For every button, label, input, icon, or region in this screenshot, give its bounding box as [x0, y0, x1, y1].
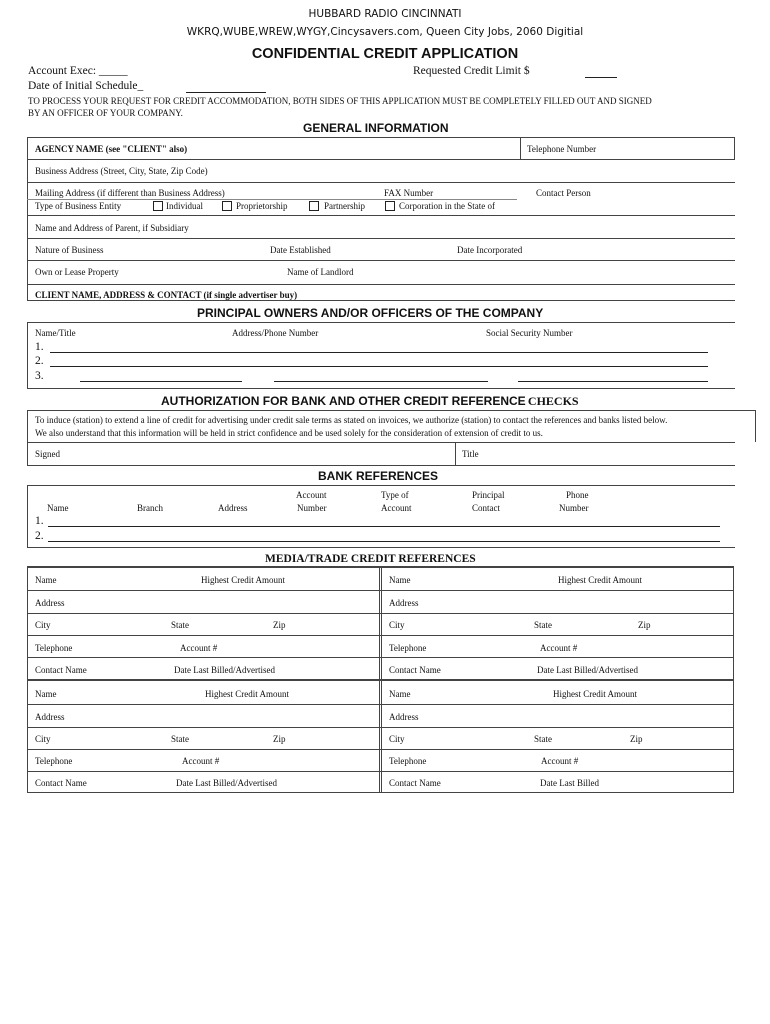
date-incorporated-field[interactable]: Date Incorporated	[457, 245, 523, 255]
fax-field[interactable]: FAX Number	[384, 188, 434, 198]
media-1-address[interactable]: Address	[35, 598, 65, 608]
proprietorship-checkbox[interactable]	[222, 201, 232, 211]
bank-col-type-1: Type of	[381, 490, 409, 500]
bank-col-phone-1: Phone	[566, 490, 589, 500]
authorization-text-2: We also understand that this information will be held in strict confidence and be used solely for the consideration of extension of credit to us.	[35, 428, 543, 438]
owners-col-ssn: Social Security Number	[486, 328, 573, 338]
bank-col-phone-2: Number	[559, 503, 589, 513]
media-heading: MEDIA/TRADE CREDIT REFERENCES	[265, 553, 476, 565]
page-title: CONFIDENTIAL CREDIT APPLICATION	[251, 46, 519, 62]
media-4-state[interactable]: State	[534, 734, 552, 744]
partnership-checkbox[interactable]	[309, 201, 319, 211]
signed-field[interactable]: Signed	[35, 449, 61, 459]
media-2-state[interactable]: State	[534, 620, 552, 630]
notice-line-1: TO PROCESS YOUR REQUEST FOR CREDIT ACCOMMODATION, BOTH SIDES OF THIS APPLICATION MUST BE COMPLETELY FILLED OUT AND SIGNED	[28, 96, 652, 106]
media-3-account[interactable]: Account #	[182, 756, 220, 766]
notice-line-2: BY AN OFFICER OF YOUR COMPANY.	[28, 108, 183, 118]
bank-col-account-2: Number	[297, 503, 327, 513]
bank-row-2: 2.	[35, 530, 44, 542]
owner-row-3: 3.	[35, 370, 44, 382]
media-4-zip[interactable]: Zip	[630, 734, 643, 744]
individual-label: Individual	[166, 201, 203, 211]
bank-col-address: Address	[218, 503, 248, 513]
media-2-telephone[interactable]: Telephone	[389, 643, 427, 653]
media-3-address[interactable]: Address	[35, 712, 65, 722]
media-4-date-billed[interactable]: Date Last Billed	[540, 778, 599, 788]
media-1-name[interactable]: Name	[35, 575, 57, 585]
media-3-date-billed[interactable]: Date Last Billed/Advertised	[176, 778, 277, 788]
media-4-city[interactable]: City	[389, 734, 405, 744]
media-4-account[interactable]: Account #	[541, 756, 579, 766]
nature-field[interactable]: Nature of Business	[35, 245, 104, 255]
corporation-label: Corporation in the State of	[399, 201, 495, 211]
corporation-checkbox[interactable]	[385, 201, 395, 211]
credit-limit-field[interactable]	[585, 77, 617, 78]
owner-row-1-field[interactable]	[50, 352, 708, 353]
media-1-highest-credit[interactable]: Highest Credit Amount	[201, 575, 285, 585]
individual-checkbox[interactable]	[153, 201, 163, 211]
bank-col-account-1: Account	[296, 490, 327, 500]
media-4-highest-credit[interactable]: Highest Credit Amount	[553, 689, 637, 699]
media-4-name[interactable]: Name	[389, 689, 411, 699]
media-2-contact[interactable]: Contact Name	[389, 665, 441, 675]
owners-col-address: Address/Phone Number	[232, 328, 319, 338]
media-4-telephone[interactable]: Telephone	[389, 756, 427, 766]
own-lease-field[interactable]: Own or Lease Property	[35, 267, 119, 277]
media-1-contact[interactable]: Contact Name	[35, 665, 87, 675]
media-1-telephone[interactable]: Telephone	[35, 643, 73, 653]
media-2-city[interactable]: City	[389, 620, 405, 630]
owner-row-2-field[interactable]	[50, 366, 708, 367]
media-2-name[interactable]: Name	[389, 575, 411, 585]
owners-col-name: Name/Title	[35, 328, 76, 338]
partnership-label: Partnership	[324, 201, 365, 211]
media-3-highest-credit[interactable]: Highest Credit Amount	[205, 689, 289, 699]
bank-col-contact-2: Contact	[472, 503, 500, 513]
media-3-name[interactable]: Name	[35, 689, 57, 699]
media-2-zip[interactable]: Zip	[638, 620, 651, 630]
media-3-state[interactable]: State	[171, 734, 189, 744]
bank-row-1-field[interactable]	[48, 526, 720, 527]
owner-row-1: 1.	[35, 341, 44, 353]
media-1-city[interactable]: City	[35, 620, 51, 630]
bank-row-1: 1.	[35, 515, 44, 527]
bank-col-name: Name	[47, 503, 69, 513]
bank-col-type-2: Account	[381, 503, 412, 513]
media-3-city[interactable]: City	[35, 734, 51, 744]
proprietorship-label: Proprietorship	[236, 201, 288, 211]
media-2-highest-credit[interactable]: Highest Credit Amount	[558, 575, 642, 585]
parent-field[interactable]: Name and Address of Parent, if Subsidiary	[35, 223, 189, 233]
media-4-contact[interactable]: Contact Name	[389, 778, 441, 788]
media-3-zip[interactable]: Zip	[273, 734, 286, 744]
owner-row-3-address[interactable]	[274, 381, 488, 382]
agency-name-field[interactable]: AGENCY NAME (see "CLIENT" also)	[35, 144, 188, 154]
media-2-date-billed[interactable]: Date Last Billed/Advertised	[537, 665, 638, 675]
media-1-state[interactable]: State	[171, 620, 189, 630]
company-name: HUBBARD RADIO CINCINNATI	[308, 8, 462, 20]
authorization-heading: AUTHORIZATION FOR BANK AND OTHER CREDIT REFERENCE CHECKS	[161, 394, 579, 408]
media-1-date-billed[interactable]: Date Last Billed/Advertised	[174, 665, 275, 675]
account-exec-label: Account Exec: _____	[28, 65, 128, 77]
contact-person-field[interactable]: Contact Person	[536, 188, 591, 198]
media-3-contact[interactable]: Contact Name	[35, 778, 87, 788]
bank-heading: BANK REFERENCES	[318, 469, 439, 483]
initial-schedule-field[interactable]	[186, 92, 266, 93]
media-2-address[interactable]: Address	[389, 598, 419, 608]
station-list: WKRQ,WUBE,WREW,WYGY,Cincysavers.com, Queen City Jobs, 2060 Digitial	[186, 26, 584, 38]
owner-row-3-ssn[interactable]	[518, 381, 708, 382]
initial-schedule-label: Date of Initial Schedule_	[28, 80, 144, 92]
bank-row-2-field[interactable]	[48, 541, 720, 542]
mailing-address-field[interactable]: Mailing Address (if different than Business Address)	[35, 188, 225, 198]
entity-type-label: Type of Business Entity	[35, 201, 122, 211]
media-4-address[interactable]: Address	[389, 712, 419, 722]
authorization-text-1: To induce (station) to extend a line of credit for advertising under credit sale terms as stated on invoices, we authorize (station) to contact the references and banks listed below.	[35, 415, 668, 425]
telephone-field[interactable]: Telephone Number	[527, 144, 597, 154]
general-info-heading: GENERAL INFORMATION	[303, 121, 449, 135]
client-name-field[interactable]: CLIENT NAME, ADDRESS & CONTACT (if single advertiser buy)	[35, 290, 298, 300]
media-2-account[interactable]: Account #	[540, 643, 578, 653]
owners-heading: PRINCIPAL OWNERS AND/OR OFFICERS OF THE COMPANY	[197, 306, 544, 320]
bank-col-contact-1: Principal	[472, 490, 505, 500]
bank-col-branch: Branch	[137, 503, 163, 513]
owner-row-3-name[interactable]	[80, 381, 242, 382]
owner-row-2: 2.	[35, 355, 44, 367]
media-1-account[interactable]: Account #	[180, 643, 218, 653]
media-3-telephone[interactable]: Telephone	[35, 756, 73, 766]
title-field[interactable]: Title	[462, 449, 479, 459]
credit-limit-label: Requested Credit Limit $	[413, 65, 530, 77]
date-established-field[interactable]: Date Established	[270, 245, 331, 255]
media-1-zip[interactable]: Zip	[273, 620, 286, 630]
landlord-field[interactable]: Name of Landlord	[287, 267, 354, 277]
business-address-field[interactable]: Business Address (Street, City, State, Zip Code)	[35, 166, 208, 176]
